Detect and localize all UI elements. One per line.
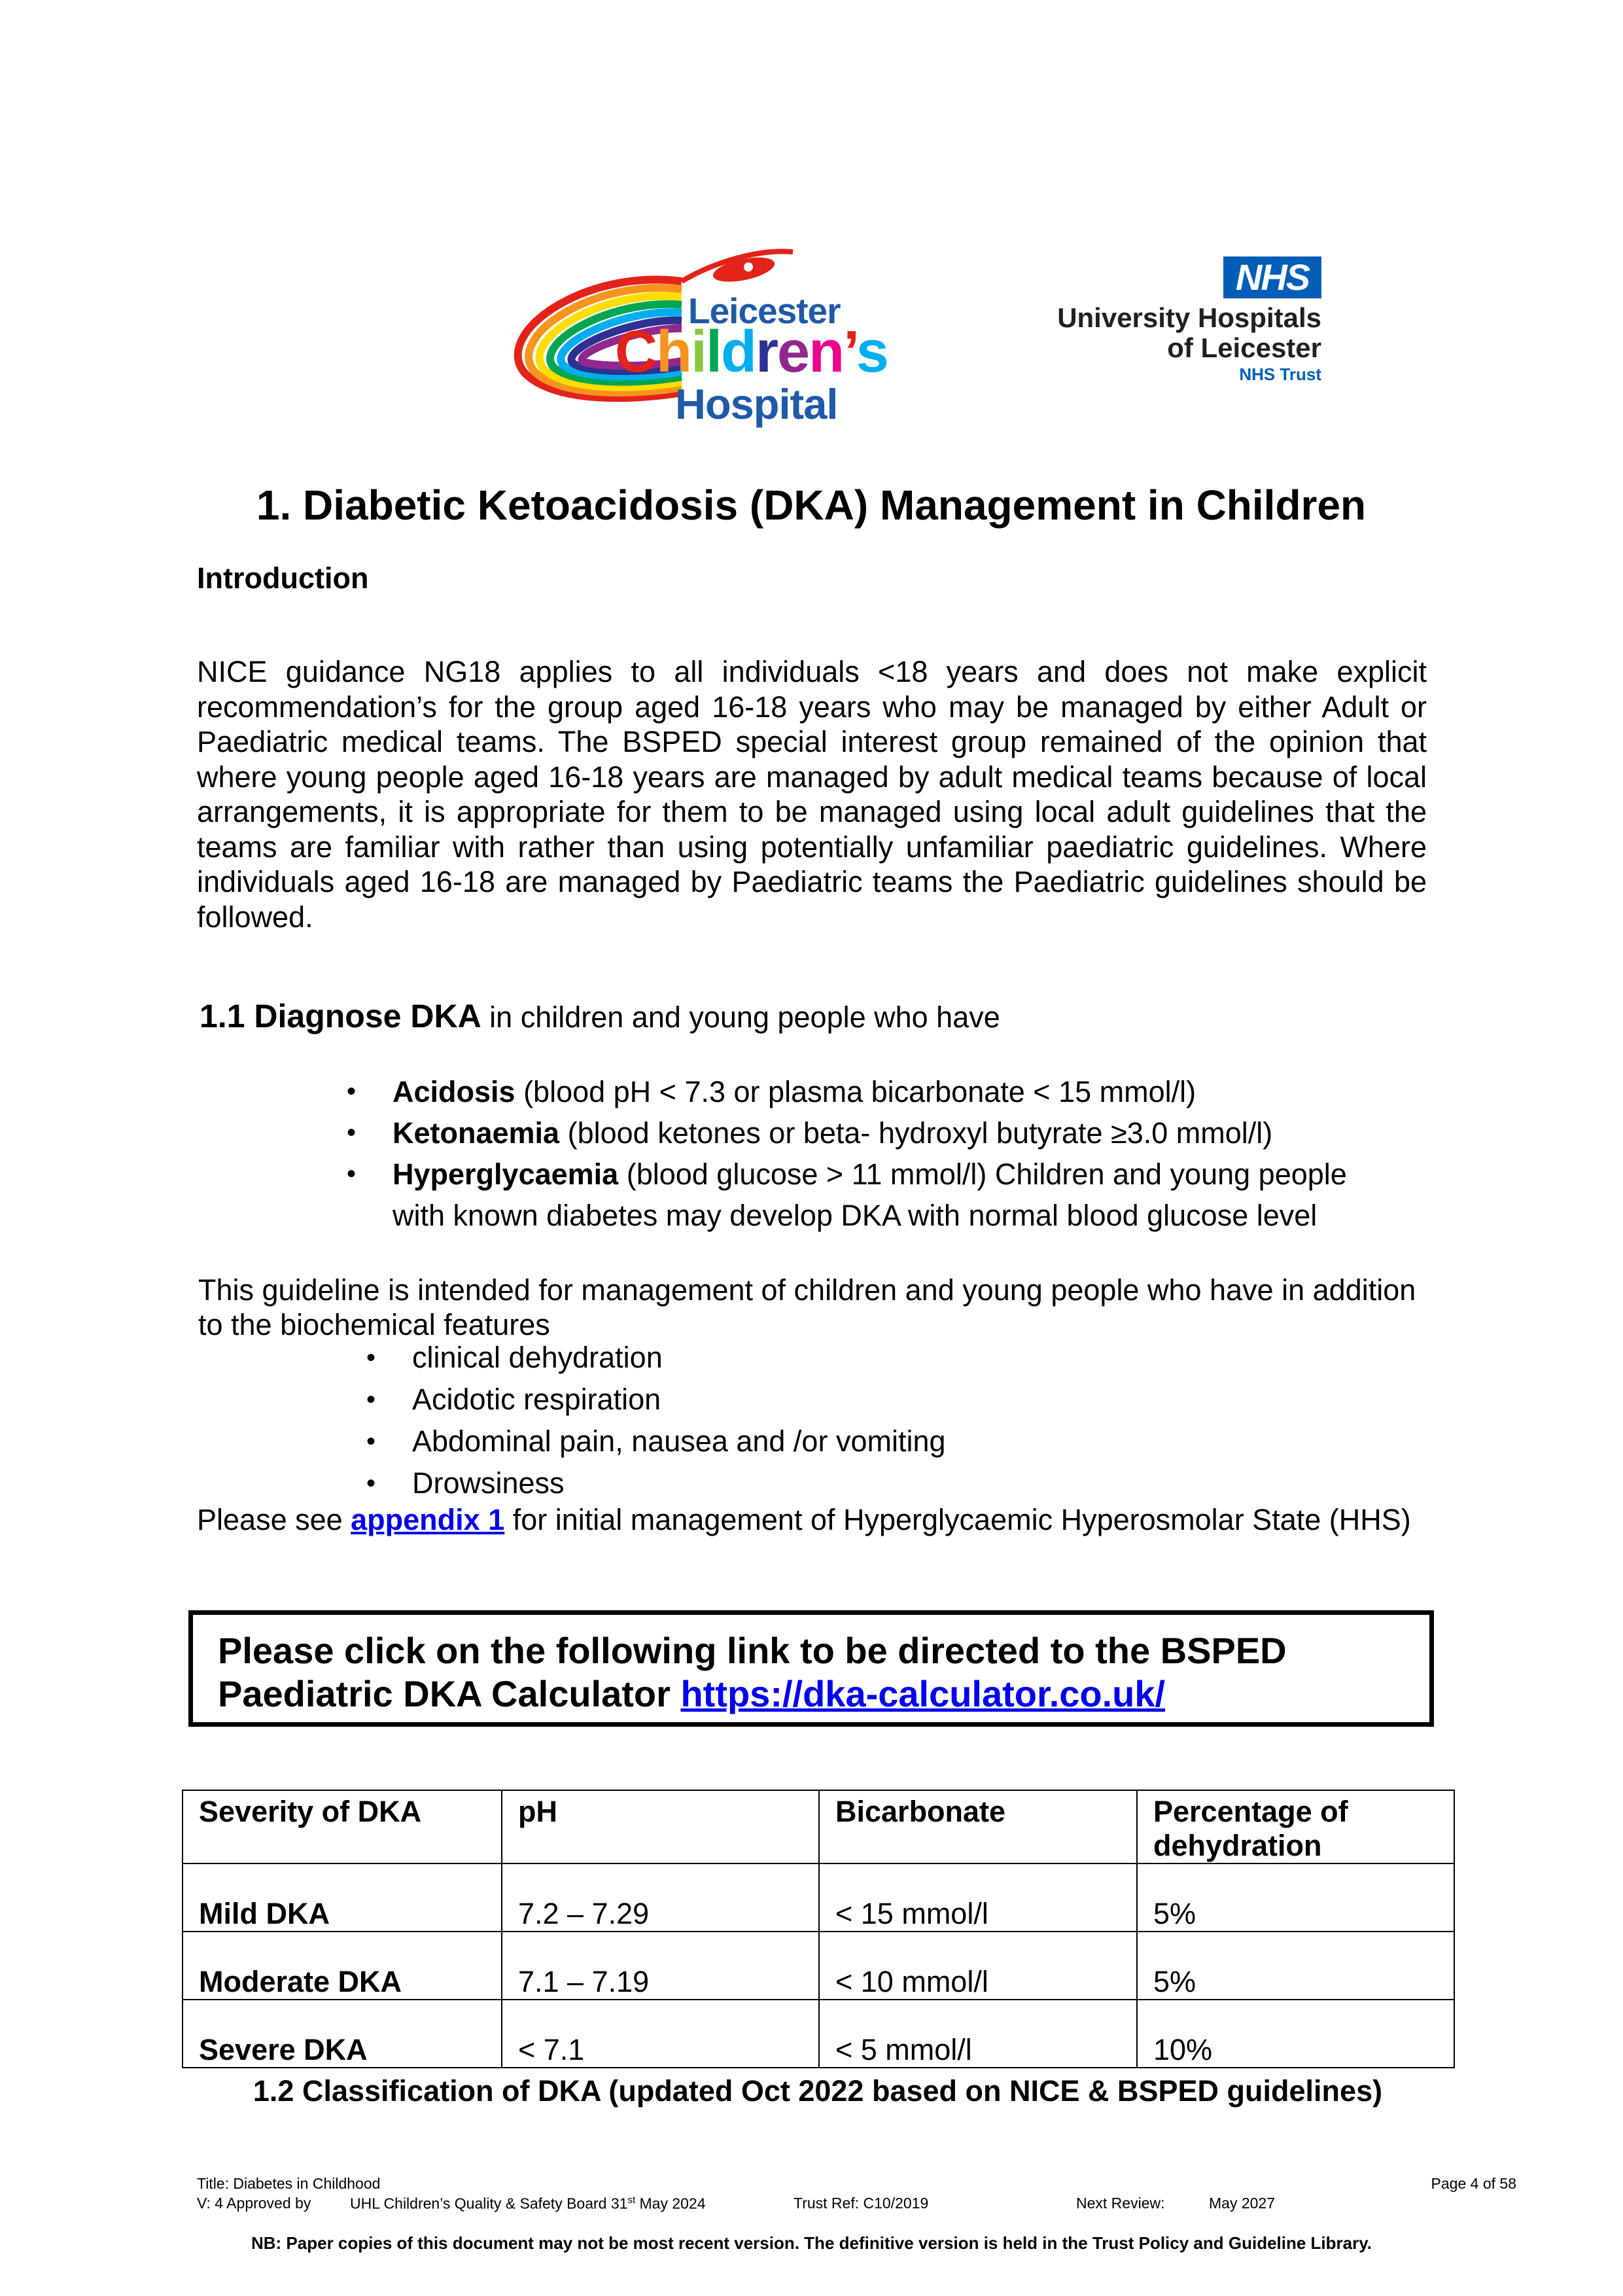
table-cell: < 7.1 bbox=[502, 2000, 819, 2068]
list-item bbox=[347, 1112, 1393, 1154]
table-cell: < 5 mmol/l bbox=[819, 2000, 1137, 2068]
table-row bbox=[183, 1932, 1454, 2000]
footer-trust-ref: Trust Ref: C10/2019 bbox=[794, 2195, 929, 2212]
list-item bbox=[366, 1379, 946, 1421]
bullet-icon: • bbox=[347, 1159, 357, 1188]
footer-next-review-label: Next Review: bbox=[1076, 2195, 1165, 2212]
criterion-term: Acidosis bbox=[393, 1075, 515, 1108]
table-cell: < 10 mmol/l bbox=[819, 1932, 1137, 2000]
bullet-icon: • bbox=[366, 1385, 376, 1414]
table-header-row bbox=[183, 1790, 1454, 1863]
dka-calculator-callout bbox=[188, 1610, 1434, 1727]
bullet-icon: • bbox=[366, 1469, 376, 1498]
dka-calculator-link[interactable]: https://dka-calculator.co.uk/ bbox=[680, 1673, 1166, 1714]
table-cell: < 15 mmol/l bbox=[819, 1863, 1137, 1932]
nhs-trust-logo bbox=[1047, 256, 1335, 387]
table-cell: 10% bbox=[1137, 2000, 1454, 2068]
table-cell: Moderate DKA bbox=[183, 1932, 502, 2000]
list-item bbox=[366, 1462, 946, 1504]
column-header: Bicarbonate bbox=[819, 1790, 1137, 1863]
approver-date: May 2024 bbox=[635, 2195, 706, 2212]
approver-ordinal: st bbox=[627, 2195, 636, 2206]
footer-version: V: 4 Approved by bbox=[197, 2195, 311, 2212]
table-cell: 5% bbox=[1137, 1863, 1454, 1932]
nhs-org-line3: NHS Trust bbox=[1239, 364, 1321, 384]
criterion-term: Hyperglycaemia bbox=[393, 1157, 619, 1191]
list-item bbox=[347, 1154, 1393, 1236]
diagnose-number: 1.1 bbox=[200, 998, 254, 1034]
dka-classification-table bbox=[182, 1790, 1455, 2068]
logo-text-leicester: Leicester bbox=[688, 291, 841, 331]
table-row bbox=[183, 2000, 1454, 2068]
table-cell: 7.2 – 7.29 bbox=[502, 1863, 819, 1932]
list-item bbox=[366, 1337, 946, 1379]
document-title: 1. Diabetic Ketoacidosis (DKA) Management in Children bbox=[256, 482, 1367, 529]
list-item bbox=[347, 1071, 1393, 1112]
nhs-org-line2: of Leicester bbox=[1167, 332, 1321, 363]
intro-paragraph: NICE guidance NG18 applies to all individuals <18 years and does not make explicit recommendation’s for the group aged 16-18 years who may be managed by either Adult or Paediatric medical teams. The BSPED special interest group remained of the opinion that where young people aged 16-18 years are managed by adult medical teams because of local arrangements, it is appropriate for them to be managed using local adult guidelines that the teams are familiar with rather than using potentially unfamiliar paediatric guidelines. Where individuals aged 16-18 are managed by Paediatric teams the Paediatric guidelines should be followed. bbox=[197, 655, 1427, 934]
calculator-text: Please click on the following link to be directed to the BSPED Paediatric DKA Calculator bbox=[218, 1630, 1287, 1714]
diagnose-label: Diagnose DKA bbox=[254, 998, 481, 1034]
list-item bbox=[366, 1421, 946, 1462]
table-cell: Severe DKA bbox=[183, 2000, 502, 2068]
diagnose-rest: in children and young people who have bbox=[481, 1000, 1000, 1034]
footer-title: Title: Diabetes in Childhood bbox=[197, 2175, 381, 2192]
feature-text: Abdominal pain, nausea and /or vomiting bbox=[412, 1424, 946, 1458]
column-header: Percentage of dehydration bbox=[1137, 1790, 1454, 1863]
footer-disclaimer: NB: Paper copies of this document may not be most recent version. The definitive version is held in the Trust Policy and Guideline Library. bbox=[251, 2233, 1372, 2253]
logo-text-childrens: Children’s bbox=[615, 319, 888, 385]
column-header: Severity of DKA bbox=[183, 1790, 502, 1863]
footer-page-number: Page 4 of 58 bbox=[1431, 2175, 1516, 2192]
appendix-note bbox=[197, 1502, 1440, 1537]
column-header: pH bbox=[502, 1790, 819, 1863]
table-cell: 7.1 – 7.19 bbox=[502, 1932, 819, 2000]
approver-text: UHL Children’s Quality & Safety Board 31 bbox=[350, 2195, 628, 2212]
leicester-childrens-hospital-logo bbox=[485, 236, 888, 428]
table-row bbox=[183, 1863, 1454, 1932]
table-cell: 5% bbox=[1137, 1932, 1454, 2000]
intro-heading: Introduction bbox=[197, 561, 369, 595]
feature-text: clinical dehydration bbox=[412, 1341, 663, 1374]
criterion-detail: (blood glucose > 11 mmol/l) Children and young people with known diabetes may develop DKA with normal blood glucose level bbox=[393, 1157, 1347, 1232]
bullet-icon: • bbox=[366, 1343, 376, 1372]
nhs-badge: NHS bbox=[1223, 256, 1321, 298]
footer-next-review-date: May 2027 bbox=[1209, 2195, 1276, 2212]
footer-approver bbox=[350, 2195, 706, 2213]
guideline-paragraph: This guideline is intended for management of children and young people who have in addition to the biochemical features bbox=[198, 1273, 1416, 1341]
criterion-term: Ketonaemia bbox=[393, 1116, 560, 1150]
clinical-features-list bbox=[366, 1337, 946, 1504]
table-caption: 1.2 Classification of DKA (updated Oct 2022 based on NICE & BSPED guidelines) bbox=[253, 2074, 1383, 2108]
feature-text: Drowsiness bbox=[412, 1466, 565, 1500]
appendix-1-link[interactable]: appendix 1 bbox=[351, 1503, 505, 1536]
bullet-icon: • bbox=[347, 1077, 357, 1106]
table-cell: Mild DKA bbox=[183, 1863, 502, 1932]
logo-text-hospital: Hospital bbox=[675, 380, 838, 428]
nhs-org-line1: University Hospitals bbox=[1057, 302, 1321, 333]
appendix-after: for initial management of Hyperglycaemic Hyperosmolar State (HHS) bbox=[504, 1503, 1411, 1536]
bullet-icon: • bbox=[347, 1118, 357, 1147]
criterion-detail: (blood pH < 7.3 or plasma bicarbonate < 15 mmol/l) bbox=[515, 1075, 1196, 1108]
criterion-detail: (blood ketones or beta- hydroxyl butyrate ≥3.0 mmol/l) bbox=[559, 1116, 1273, 1150]
appendix-before: Please see bbox=[197, 1503, 351, 1536]
diagnostic-criteria-list bbox=[347, 1071, 1393, 1236]
diagnose-heading bbox=[200, 997, 1000, 1035]
feature-text: Acidotic respiration bbox=[412, 1383, 661, 1416]
bullet-icon: • bbox=[366, 1427, 376, 1456]
